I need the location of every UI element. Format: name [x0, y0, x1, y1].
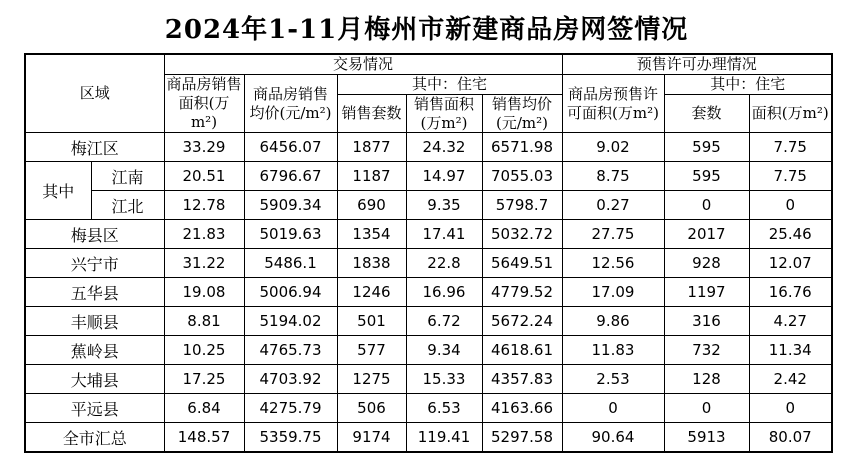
value-cell: 5032.72	[482, 220, 562, 249]
value-cell: 5194.02	[244, 307, 337, 336]
header-presale-res-area: 面积(万m²)	[749, 94, 832, 133]
value-cell: 4.27	[749, 307, 832, 336]
value-cell: 1838	[337, 249, 406, 278]
value-cell: 4618.61	[482, 336, 562, 365]
value-cell: 501	[337, 307, 406, 336]
value-cell: 0	[749, 394, 832, 423]
region-cell: 梅江区	[25, 133, 164, 162]
value-cell: 17.09	[562, 278, 664, 307]
value-cell: 119.41	[406, 423, 482, 452]
value-cell: 5019.63	[244, 220, 337, 249]
value-cell: 4703.92	[244, 365, 337, 394]
page-title: 2024年1-11月梅州市新建商品房网签情况	[164, 15, 689, 45]
region-cell: 大埔县	[25, 365, 164, 394]
value-cell: 9174	[337, 423, 406, 452]
value-cell: 690	[337, 191, 406, 220]
value-cell: 128	[664, 365, 749, 394]
value-cell: 5297.58	[482, 423, 562, 452]
header-presale-section: 预售许可办理情况	[562, 54, 832, 74]
value-cell: 6571.98	[482, 133, 562, 162]
value-cell: 7055.03	[482, 162, 562, 191]
value-cell: 31.22	[164, 249, 244, 278]
value-cell: 9.35	[406, 191, 482, 220]
value-cell: 33.29	[164, 133, 244, 162]
region-cell: 丰顺县	[25, 307, 164, 336]
value-cell: 148.57	[164, 423, 244, 452]
header-units-sold: 销售套数	[337, 94, 406, 133]
value-cell: 0	[664, 191, 749, 220]
value-cell: 15.33	[406, 365, 482, 394]
value-cell: 595	[664, 133, 749, 162]
value-cell: 9.34	[406, 336, 482, 365]
value-cell: 6.53	[406, 394, 482, 423]
value-cell: 17.41	[406, 220, 482, 249]
header-presale-residential-subsection: 其中：住宅	[664, 74, 832, 94]
value-cell: 10.25	[164, 336, 244, 365]
value-cell: 1275	[337, 365, 406, 394]
header-presale-units: 套数	[664, 94, 749, 133]
region-cell: 五华县	[25, 278, 164, 307]
value-cell: 0	[749, 191, 832, 220]
value-cell: 17.25	[164, 365, 244, 394]
value-cell: 0	[562, 394, 664, 423]
region-cell: 平远县	[25, 394, 164, 423]
value-cell: 14.97	[406, 162, 482, 191]
table-row-fengshun	[25, 307, 832, 336]
value-cell: 577	[337, 336, 406, 365]
table-row-citywide-total	[25, 423, 832, 452]
region-cell: 江北	[91, 191, 164, 220]
value-cell: 5913	[664, 423, 749, 452]
table-row-pingyuan	[25, 394, 832, 423]
value-cell: 2.53	[562, 365, 664, 394]
value-cell: 5672.24	[482, 307, 562, 336]
value-cell: 19.08	[164, 278, 244, 307]
value-cell: 7.75	[749, 133, 832, 162]
value-cell: 4275.79	[244, 394, 337, 423]
value-cell: 5359.75	[244, 423, 337, 452]
region-cell: 兴宁市	[25, 249, 164, 278]
value-cell: 5486.1	[244, 249, 337, 278]
value-cell: 4779.52	[482, 278, 562, 307]
region-cell: 全市汇总	[25, 423, 164, 452]
value-cell: 1187	[337, 162, 406, 191]
value-cell: 12.56	[562, 249, 664, 278]
region-cell: 江南	[91, 162, 164, 191]
value-cell: 24.32	[406, 133, 482, 162]
value-cell: 4163.66	[482, 394, 562, 423]
value-cell: 1197	[664, 278, 749, 307]
value-cell: 928	[664, 249, 749, 278]
value-cell: 7.75	[749, 162, 832, 191]
header-res-avg-price: 销售均价(元/m²)	[482, 94, 562, 133]
value-cell: 316	[664, 307, 749, 336]
value-cell: 0.27	[562, 191, 664, 220]
region-cell: 梅县区	[25, 220, 164, 249]
value-cell: 1354	[337, 220, 406, 249]
value-cell: 6796.67	[244, 162, 337, 191]
value-cell: 506	[337, 394, 406, 423]
value-cell: 21.83	[164, 220, 244, 249]
header-res-sales-area: 销售面积(万m²)	[406, 94, 482, 133]
value-cell: 16.76	[749, 278, 832, 307]
value-cell: 8.81	[164, 307, 244, 336]
value-cell: 0	[664, 394, 749, 423]
value-cell: 80.07	[749, 423, 832, 452]
value-cell: 11.83	[562, 336, 664, 365]
table-row-jiangbei	[25, 191, 832, 220]
value-cell: 27.75	[562, 220, 664, 249]
value-cell: 90.64	[562, 423, 664, 452]
header-region: 区域	[25, 54, 164, 133]
value-cell: 2.42	[749, 365, 832, 394]
value-cell: 1246	[337, 278, 406, 307]
value-cell: 5649.51	[482, 249, 562, 278]
value-cell: 22.8	[406, 249, 482, 278]
value-cell: 6.84	[164, 394, 244, 423]
region-cell: 蕉岭县	[25, 336, 164, 365]
header-presale-area: 商品房预售许可面积(万m²)	[562, 74, 664, 133]
value-cell: 20.51	[164, 162, 244, 191]
value-cell: 25.46	[749, 220, 832, 249]
value-cell: 12.07	[749, 249, 832, 278]
table-row-dabu	[25, 365, 832, 394]
value-cell: 8.75	[562, 162, 664, 191]
value-cell: 5798.7	[482, 191, 562, 220]
header-transaction-section: 交易情况	[164, 54, 562, 74]
value-cell: 12.78	[164, 191, 244, 220]
group-cell: 其中	[25, 162, 91, 220]
value-cell: 9.86	[562, 307, 664, 336]
value-cell: 11.34	[749, 336, 832, 365]
table-row-meijiang	[25, 133, 832, 162]
header-residential-subsection: 其中：住宅	[337, 74, 562, 94]
housing-data-table	[24, 53, 833, 453]
table-row-xingning	[25, 249, 832, 278]
value-cell: 732	[664, 336, 749, 365]
value-cell: 2017	[664, 220, 749, 249]
value-cell: 5909.34	[244, 191, 337, 220]
value-cell: 4765.73	[244, 336, 337, 365]
value-cell: 595	[664, 162, 749, 191]
value-cell: 6.72	[406, 307, 482, 336]
table-row-jiaoling	[25, 336, 832, 365]
value-cell: 5006.94	[244, 278, 337, 307]
table-row-wuhua	[25, 278, 832, 307]
value-cell: 16.96	[406, 278, 482, 307]
header-row-1	[25, 54, 832, 74]
value-cell: 4357.83	[482, 365, 562, 394]
value-cell: 1877	[337, 133, 406, 162]
table-row-jiangnan	[25, 162, 832, 191]
header-sales-area: 商品房销售面积(万m²)	[164, 74, 244, 133]
value-cell: 6456.07	[244, 133, 337, 162]
value-cell: 9.02	[562, 133, 664, 162]
header-avg-price: 商品房销售均价(元/m²)	[244, 74, 337, 133]
table-row-meixian	[25, 220, 832, 249]
